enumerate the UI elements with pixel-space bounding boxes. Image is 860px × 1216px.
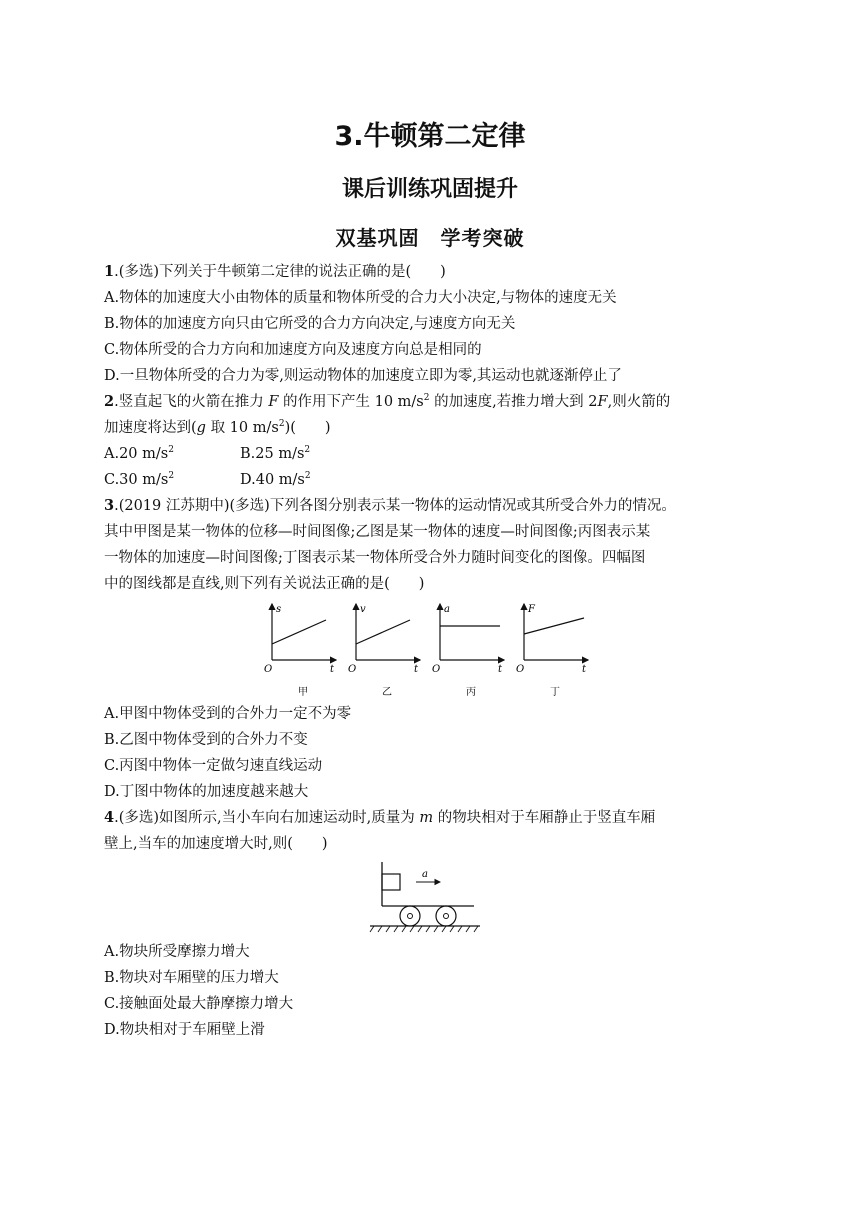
q2-stem-d: ,则火箭的 (607, 394, 671, 410)
ground-hatching (370, 926, 478, 932)
graph-yi (348, 604, 420, 698)
q2-sup: 2 (304, 471, 311, 481)
q2-var-f: F (268, 394, 279, 410)
q4-option-d: D.物块相对于车厢壁上滑 (104, 1022, 265, 1038)
q2-line2-c: )( ) (284, 420, 331, 436)
graph-ding-origin: O (516, 664, 525, 675)
graph-jia-caption: 甲 (298, 687, 308, 698)
graph-ding-xlabel: t (582, 664, 587, 675)
q3-number: 3 (104, 497, 115, 514)
graph-ding-ylabel: F (528, 604, 535, 615)
q2-option-c (104, 472, 174, 488)
q1-option-a: A.物体的加速度大小由物体的质量和物体所受的合力大小决定,与物体的速度无关 (104, 290, 617, 306)
graph-jia-xlabel: t (330, 664, 335, 675)
acceleration-label: a (422, 869, 428, 880)
q3-option-a: A.甲图中物体受到的合外力一定不为零 (104, 706, 352, 722)
q2-option-b (240, 444, 310, 464)
q3-option-b: B.乙图中物体受到的合外力不变 (104, 732, 308, 748)
block (382, 874, 400, 890)
q3-stem-line1: .(2019 江苏期中)(多选)下列各图分别表示某一物体的运动情况或其所受合外力的情况。 (114, 498, 676, 514)
wheel-left (400, 906, 420, 926)
graph-bing (432, 604, 504, 698)
q1-option-c: C.物体所受的合力方向和加速度方向及速度方向总是相同的 (104, 342, 482, 358)
q2-option-d (240, 470, 311, 490)
q2-option-a (104, 446, 174, 462)
graph-ding-line (524, 618, 584, 634)
graph-jia-line (272, 620, 326, 644)
q3-option-c: C.丙图中物体一定做匀速直线运动 (104, 758, 323, 774)
q2-var-g: g (196, 420, 206, 436)
q3-stem (104, 496, 676, 516)
q3-stem-line3: 一物体的加速度—时间图像;丁图表示某一物体所受合外力随时间变化的图像。四幅图 (104, 550, 646, 566)
q4-var-m: m (419, 810, 434, 826)
q1-number: 1 (104, 263, 115, 280)
page-title: 3.牛顿第二定律 (334, 121, 526, 152)
q2-line2-a: 加速度将达到( (104, 420, 197, 436)
q4-stem-a: .(多选)如图所示,当小车向右加速运动时,质量为 (114, 810, 420, 826)
q4-stem (104, 808, 655, 828)
q2-option-c-text: C.30 m/s (104, 472, 169, 488)
graph-bing-origin: O (432, 664, 441, 675)
q4-option-b: B.物块对车厢壁的压力增大 (104, 970, 279, 986)
q1-option-d: D.一旦物体所受的合力为零,则运动物体的加速度立即为零,其运动也就逐渐停止了 (104, 368, 622, 384)
graph-yi-caption: 乙 (382, 687, 392, 698)
graph-jia-ylabel: s (276, 604, 282, 615)
graph-yi-xlabel: t (414, 664, 419, 675)
q2-sup: 2 (423, 393, 430, 403)
q2-option-d-text: D.40 m/s (240, 472, 305, 488)
graph-bing-caption: 丙 (466, 687, 476, 698)
q4-option-a: A.物块所受摩擦力增大 (104, 944, 250, 960)
q2-options-row1 (104, 444, 504, 464)
wheel-left-hub (408, 914, 413, 919)
q3-stem-line2: 其中甲图是某一物体的位移—时间图像;乙图是某一物体的速度—时间图像;丙图表示某 (104, 524, 651, 540)
q4-number: 4 (104, 809, 115, 826)
q2-stem-b: 的作用下产生 10 m/s (278, 394, 424, 410)
q4-option-c: C.接触面处最大静摩擦力增大 (104, 996, 294, 1012)
q4-stem-line2: 壁上,当车的加速度增大时,则( ) (104, 836, 328, 852)
q4-cart-figure (366, 858, 486, 938)
graph-bing-xlabel: t (498, 664, 503, 675)
q2-sup: 2 (168, 445, 174, 455)
q2-sup: 2 (304, 445, 311, 455)
q2-line2-b: 取 10 m/s (205, 420, 279, 436)
q1-stem (104, 262, 446, 282)
page-subtitle: 课后训练巩固提升 (341, 177, 518, 202)
graph-bing-ylabel: a (444, 604, 450, 615)
graph-jia-origin: O (264, 664, 273, 675)
q2-number: 2 (104, 393, 115, 410)
q2-sup: 2 (168, 471, 175, 481)
q1-option-b: B.物体的加速度方向只由它所受的合力方向决定,与速度方向无关 (104, 316, 516, 332)
wheel-right-hub (444, 914, 449, 919)
graph-ding-caption: 丁 (550, 687, 560, 698)
q2-stem-c: 的加速度,若推力增大到 2 (429, 394, 598, 410)
q2-sup: 2 (278, 419, 285, 429)
graph-yi-origin: O (348, 664, 357, 675)
graph-yi-line (356, 620, 410, 644)
graph-yi-ylabel: v (360, 604, 366, 615)
q2-options-row2 (104, 470, 504, 490)
q2-stem-line2 (104, 418, 331, 438)
wheel-right (436, 906, 456, 926)
graph-ding (516, 604, 588, 698)
q2-var-f2: F (597, 394, 608, 410)
q3-graphs-figure (260, 600, 600, 700)
graph-jia (264, 604, 336, 698)
q2-option-a-text: A.20 m/s (104, 446, 169, 462)
q2-stem-a: .竖直起飞的火箭在推力 (114, 394, 269, 410)
q1-stem-text: .(多选)下列关于牛顿第二定律的说法正确的是( ) (114, 264, 446, 280)
section-heading: 双基巩固 学考突破 (335, 226, 525, 250)
q2-stem (104, 392, 670, 412)
q2-option-b-text: B.25 m/s (240, 446, 305, 462)
q3-option-d: D.丁图中物体的加速度越来越大 (104, 784, 309, 800)
q4-stem-b: 的物块相对于车厢静止于竖直车厢 (433, 810, 656, 826)
q3-stem-line4: 中的图线都是直线,则下列有关说法正确的是( ) (104, 576, 425, 592)
